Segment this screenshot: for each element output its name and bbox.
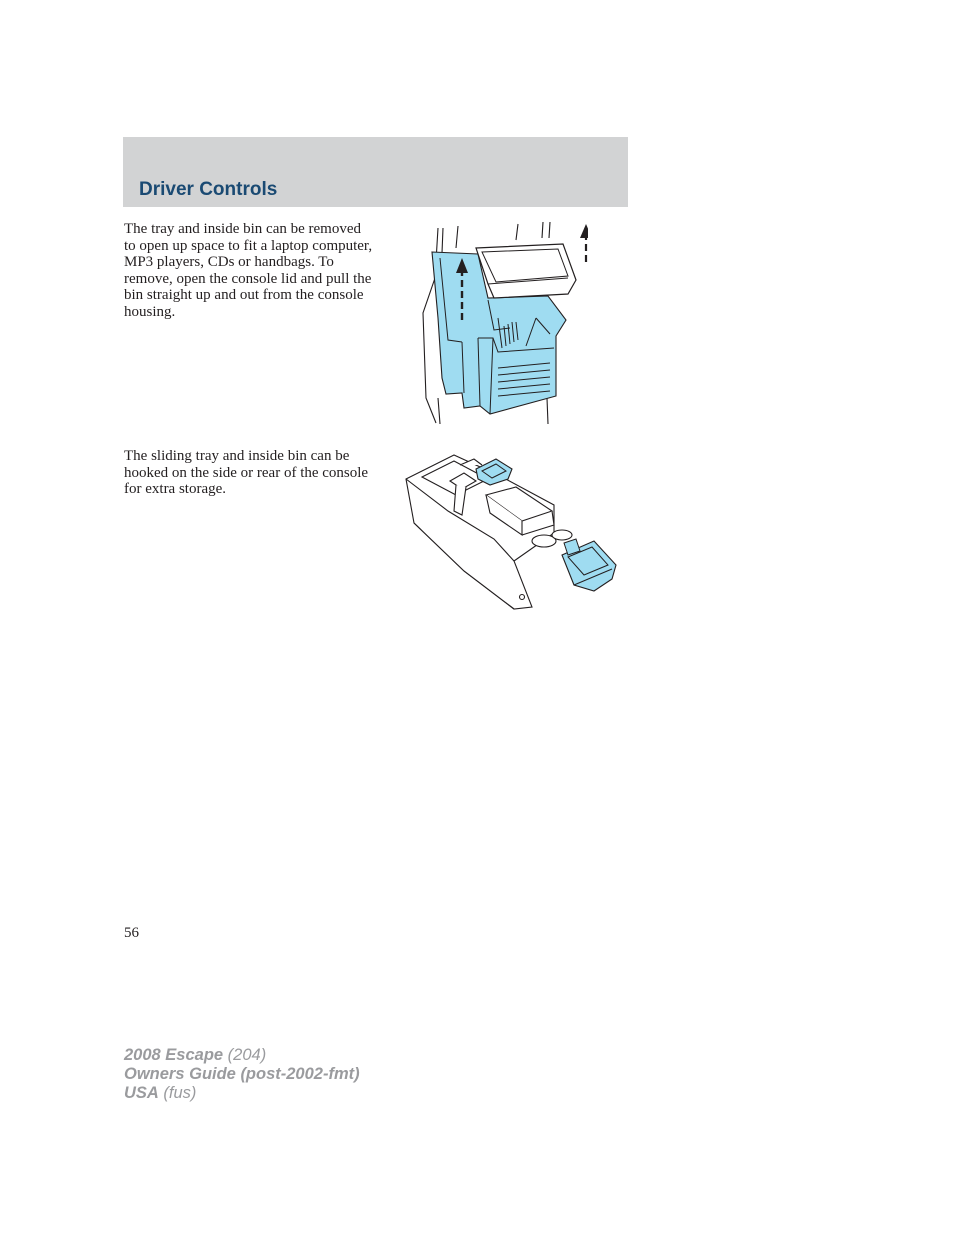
- section-title: Driver Controls: [139, 179, 278, 200]
- illustration-console-storage: [404, 451, 618, 611]
- paragraph-hook-tray: The sliding tray and inside bin can be hooked on the side or rear of the console for extra storage.: [124, 448, 369, 497]
- footer-line-model: 2008 Escape (204): [124, 1046, 267, 1064]
- page-number: 56: [124, 925, 139, 941]
- footer-line-region: USA (fus): [124, 1084, 197, 1102]
- illustration-bin-removal: [418, 218, 588, 426]
- paragraph-remove-bin: The tray and inside bin can be removed to open up space to fit a laptop computer, MP3 players, CDs or handbags. To remove, open the console lid and pull the bin straight up and out from the console housing.: [124, 221, 373, 320]
- document-footer: [124, 1046, 360, 1103]
- footer-line-guide: Owners Guide (post-2002-fmt): [124, 1065, 360, 1083]
- section-header-band: [123, 137, 628, 207]
